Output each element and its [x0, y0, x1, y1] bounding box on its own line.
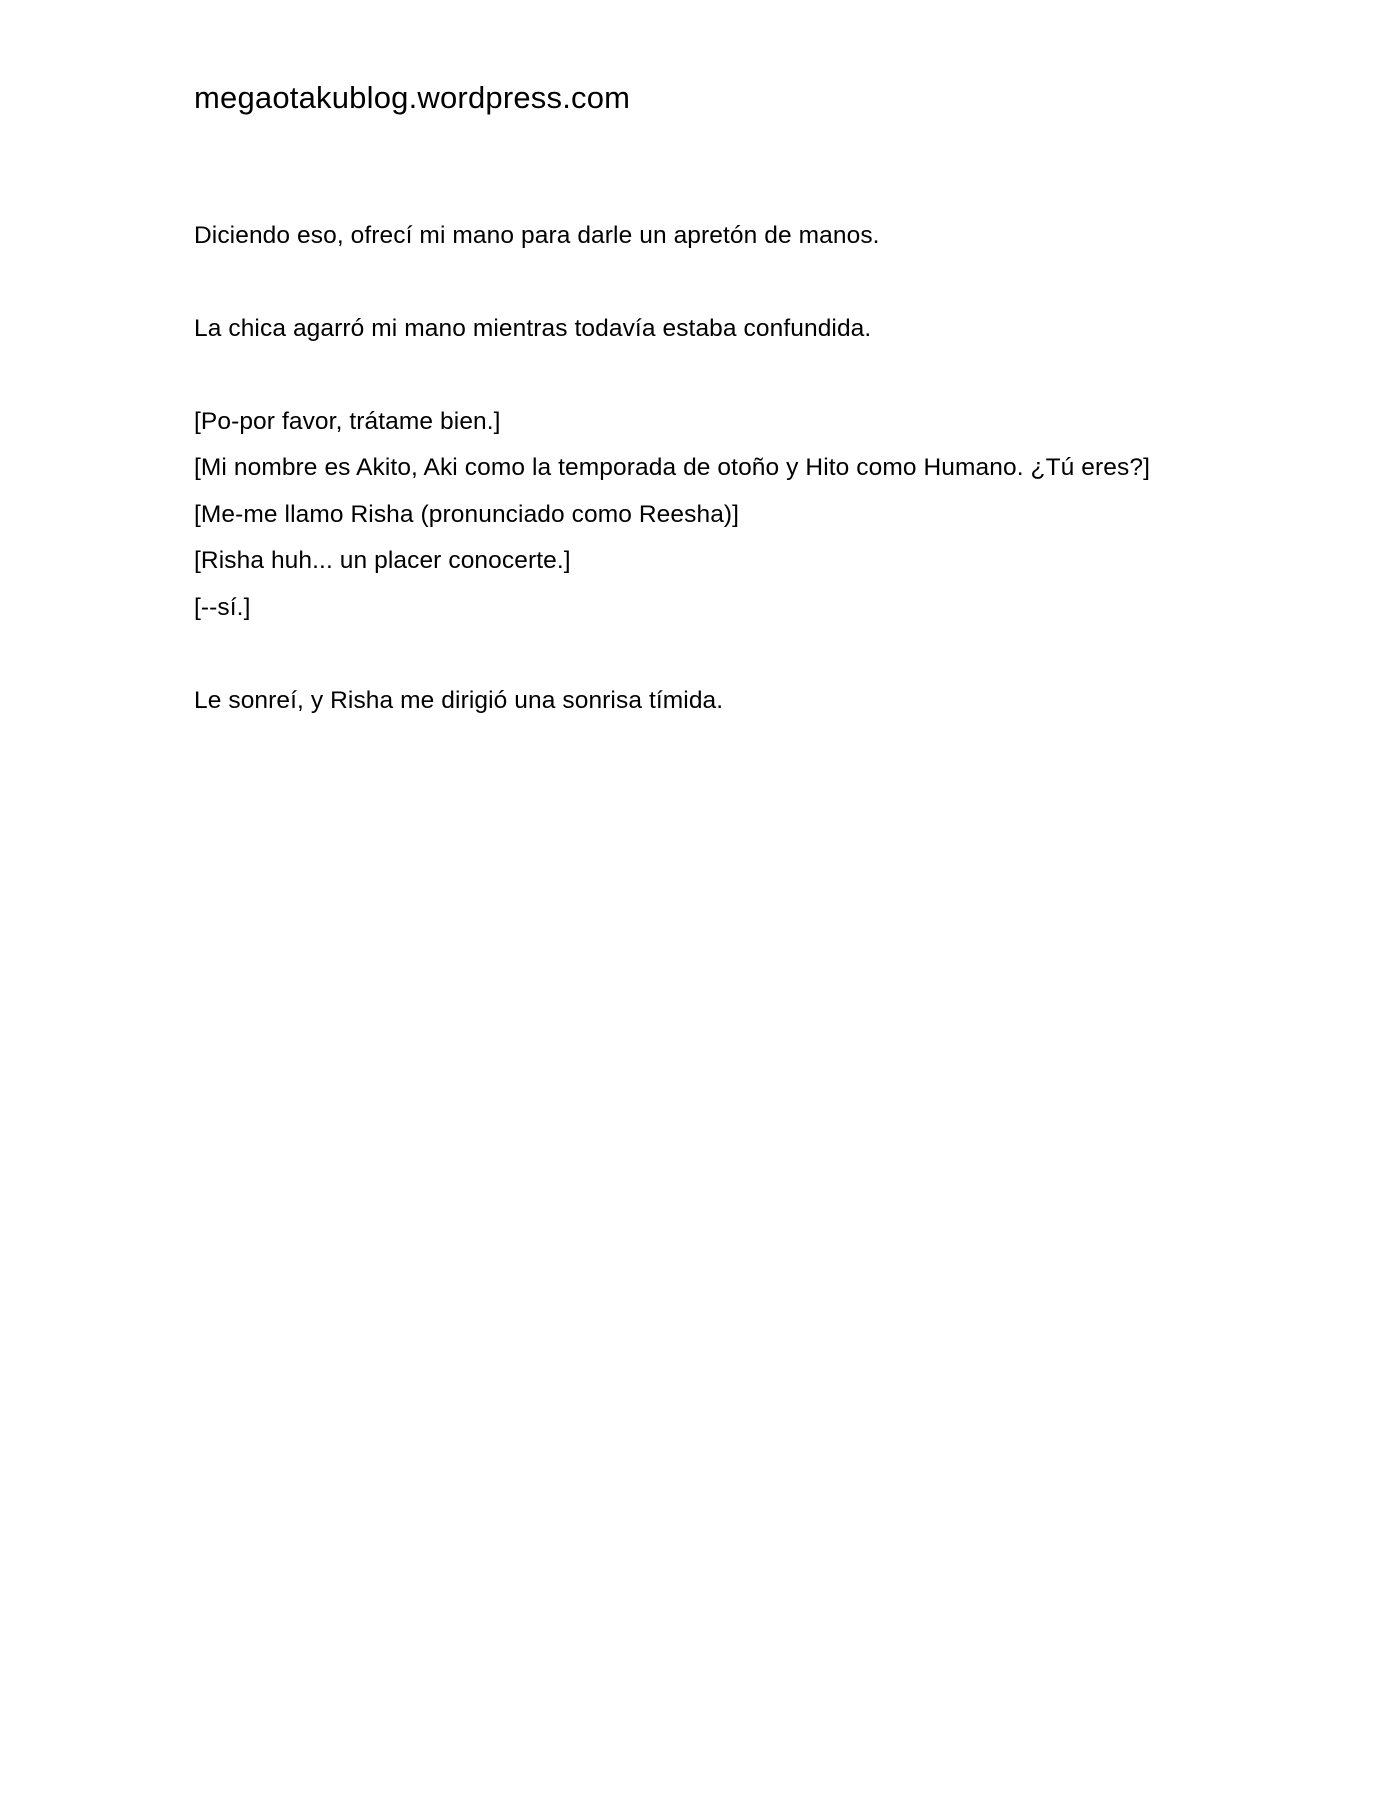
- dialogue-line: [--sí.]: [194, 594, 251, 621]
- dialogue-line: [Me-me llamo Risha (pronunciado como Reesha)]: [194, 501, 740, 528]
- paragraph: Diciendo eso, ofrecí mi mano para darle un apretón de manos.: [194, 222, 880, 249]
- paragraph: La chica agarró mi mano mientras todavía estaba confundida.: [194, 315, 872, 342]
- paragraph: Le sonreí, y Risha me dirigió una sonrisa tímida.: [194, 687, 724, 714]
- dialogue-line: [Risha huh... un placer conocerte.]: [194, 547, 571, 574]
- dialogue-line: [Po-por favor, trátame bien.]: [194, 408, 501, 435]
- dialogue-line: [Mi nombre es Akito, Aki como la temporada de otoño y Hito como Humano. ¿Tú eres?]: [194, 454, 1150, 481]
- site-header: megaotakublog.wordpress.com: [194, 80, 631, 115]
